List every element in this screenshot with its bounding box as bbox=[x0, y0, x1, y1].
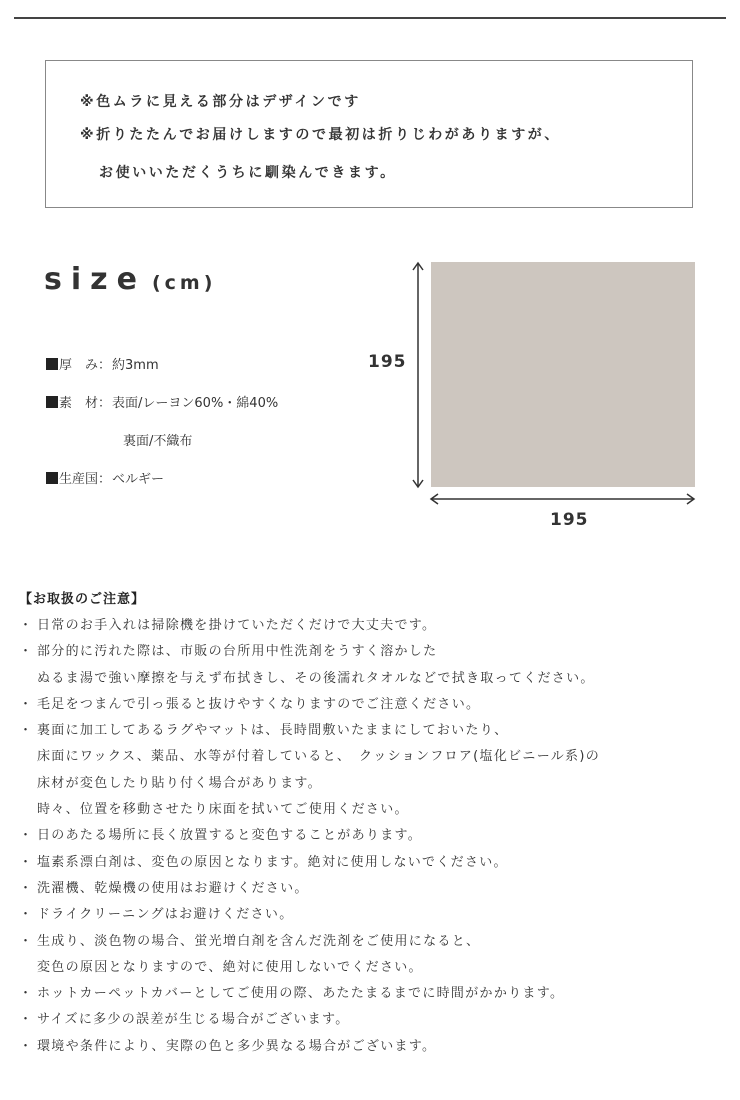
care-line bbox=[19, 853, 731, 879]
notice-line-fold: ※折りたたんでお届けしますので最初は折りじわがありますが、 bbox=[80, 127, 562, 143]
spec-material-back: 裏面/不織布 bbox=[123, 434, 193, 449]
care-line bbox=[19, 642, 731, 668]
care-text: ドライクリーニングはお避けください。 bbox=[37, 907, 294, 923]
notice-line-settle: お使いいただくうちに馴染んできます。 bbox=[99, 165, 397, 181]
bullet: ・ bbox=[19, 1038, 34, 1054]
care-heading: 【お取扱のご注意】 bbox=[19, 592, 146, 607]
bullet: ・ bbox=[19, 933, 34, 949]
spec-thickness-label: 厚 み bbox=[59, 358, 99, 373]
height-dimension: 195 bbox=[368, 352, 407, 372]
care-section bbox=[19, 590, 731, 1063]
spec-material-value-front: 表面/レーヨン60%・綿40% bbox=[112, 396, 279, 411]
spec-colon: ： bbox=[98, 472, 112, 487]
care-line bbox=[19, 1010, 731, 1036]
care-line: 変色の原因となりますので、絶対に使用しないでください。 bbox=[37, 959, 423, 975]
spec-colon: ： bbox=[98, 358, 112, 373]
care-line bbox=[19, 695, 731, 721]
spec-thickness-value: 約3mm bbox=[112, 358, 159, 373]
care-line bbox=[19, 905, 731, 931]
care-text: 裏面に加工してあるラグやマットは、長時間敷いたままにしておいたり、 bbox=[37, 723, 509, 739]
care-text: 塩素系漂白剤は、変色の原因となります。絶対に使用しないでください。 bbox=[37, 854, 508, 870]
care-text: 毛足をつまんで引っ張ると抜けやすくなりますのでご注意ください。 bbox=[37, 696, 481, 712]
width-dimension: 195 bbox=[550, 510, 589, 530]
bullet: ・ bbox=[19, 986, 34, 1002]
care-line bbox=[19, 721, 731, 747]
care-text: 日のあたる場所に長く放置すると変色することがあります。 bbox=[37, 828, 423, 844]
bullet: ・ bbox=[19, 854, 34, 870]
care-line: ぬるま湯で強い摩擦を与えず布拭きし、その後濡れタオルなどで拭き取ってください。 bbox=[37, 670, 595, 686]
bullet: ・ bbox=[19, 618, 34, 633]
bullet: ・ bbox=[19, 880, 34, 896]
care-line bbox=[19, 826, 731, 852]
size-unit: (cm) bbox=[151, 272, 217, 294]
spec-material-label: 素 材 bbox=[59, 396, 99, 411]
care-line: 時々、位置を移動させたり床面を拭いてご使用ください。 bbox=[37, 802, 409, 818]
care-line bbox=[19, 932, 731, 958]
bullet: ・ bbox=[19, 828, 34, 844]
care-line bbox=[19, 879, 731, 905]
bullet: ・ bbox=[19, 723, 34, 739]
bullet: ・ bbox=[19, 696, 34, 712]
care-text: サイズに多少の誤差が生じる場合がございます。 bbox=[37, 1012, 350, 1028]
bullet: ・ bbox=[19, 644, 34, 660]
spec-origin-label: 生産国 bbox=[59, 472, 99, 487]
bullet: ・ bbox=[19, 907, 34, 923]
care-text: 部分的に汚れた際は、市販の台所用中性洗剤をうすく溶かした bbox=[37, 644, 438, 660]
care-text: ホットカーペットカバーとしてご使用の際、あたたまるまでに時間がかかります。 bbox=[37, 986, 565, 1002]
bullet: ・ bbox=[19, 1012, 34, 1028]
care-line bbox=[19, 984, 731, 1010]
care-line bbox=[19, 1037, 731, 1063]
care-text: 洗濯機、乾燥機の使用はお避けください。 bbox=[37, 880, 309, 896]
size-title: size bbox=[44, 262, 146, 297]
spec-colon: ： bbox=[98, 396, 112, 411]
care-line: 床面にワックス、薬品、水等が付着していると、 クッションフロア(塩化ビニール系)の bbox=[37, 749, 601, 765]
care-text: 生成り、淡色物の場合、蛍光増白剤を含んだ洗剤をご使用になると、 bbox=[37, 933, 481, 949]
care-line: 床材が変色したり貼り付く場合があります。 bbox=[37, 775, 322, 791]
care-text: 日常のお手入れは掃除機を掛けていただくだけで大丈夫です。 bbox=[37, 618, 437, 633]
spec-origin-value: ベルギー bbox=[112, 472, 165, 487]
notice-line-color: ※色ムラに見える部分はデザインです bbox=[80, 94, 361, 110]
care-line bbox=[19, 616, 731, 642]
care-text: 環境や条件により、実際の色と多少異なる場合がございます。 bbox=[37, 1038, 437, 1054]
